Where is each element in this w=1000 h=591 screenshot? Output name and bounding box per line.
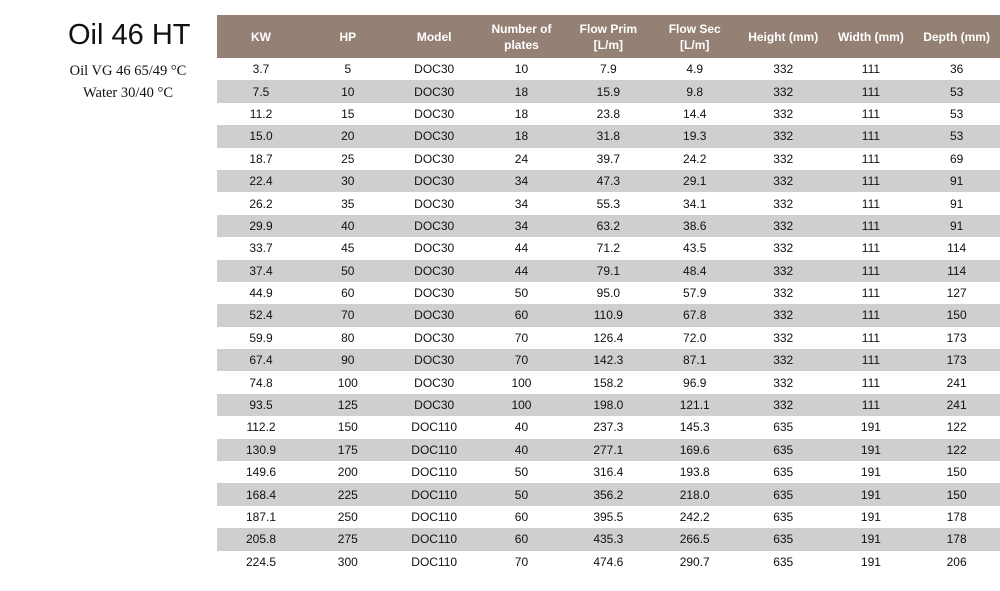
table-cell: 57.9 — [652, 282, 738, 304]
column-header: Width (mm) — [829, 15, 914, 58]
table-cell: DOC110 — [391, 528, 478, 550]
table-cell: 224.5 — [217, 551, 305, 573]
table-cell: 142.3 — [565, 349, 651, 371]
table-cell: 60 — [478, 528, 565, 550]
table-cell: 52.4 — [217, 304, 305, 326]
table-cell: 126.4 — [565, 327, 651, 349]
table-cell: 175 — [305, 439, 391, 461]
table-cell: 50 — [478, 461, 565, 483]
table-cell: 80 — [305, 327, 391, 349]
table-cell: 114 — [913, 260, 1000, 282]
table-cell: 356.2 — [565, 483, 651, 505]
column-header: HP — [305, 15, 391, 58]
table-row — [217, 58, 1000, 80]
table-cell: 149.6 — [217, 461, 305, 483]
column-header: Flow Sec [L/m] — [652, 15, 738, 58]
table-cell: 50 — [478, 282, 565, 304]
table-cell: 332 — [738, 349, 829, 371]
table-cell: 72.0 — [652, 327, 738, 349]
table-cell: 53 — [913, 125, 1000, 147]
table-cell: 205.8 — [217, 528, 305, 550]
table-cell: DOC30 — [391, 148, 478, 170]
table-cell: 635 — [738, 551, 829, 573]
table-body — [217, 58, 1000, 573]
table-cell: DOC110 — [391, 416, 478, 438]
table-cell: 26.2 — [217, 192, 305, 214]
table-cell: 15 — [305, 103, 391, 125]
table-cell: 60 — [478, 304, 565, 326]
table-cell: 67.8 — [652, 304, 738, 326]
table-cell: DOC30 — [391, 304, 478, 326]
table-cell: 33.7 — [217, 237, 305, 259]
table-cell: 34 — [478, 215, 565, 237]
table-cell: 29.1 — [652, 170, 738, 192]
table-cell: 20 — [305, 125, 391, 147]
table-cell: 5 — [305, 58, 391, 80]
table-cell: 100 — [478, 371, 565, 393]
table-cell: 50 — [478, 483, 565, 505]
table-cell: 395.5 — [565, 506, 651, 528]
table-row — [217, 282, 1000, 304]
table-cell: DOC110 — [391, 439, 478, 461]
table-cell: 44 — [478, 237, 565, 259]
table-cell: 3.7 — [217, 58, 305, 80]
table-cell: 70 — [478, 349, 565, 371]
table-row — [217, 528, 1000, 550]
table-cell: DOC30 — [391, 170, 478, 192]
table-cell: 206 — [913, 551, 1000, 573]
column-header: Model — [391, 15, 478, 58]
table-cell: 111 — [829, 237, 914, 259]
table-cell: 130.9 — [217, 439, 305, 461]
table-cell: 18.7 — [217, 148, 305, 170]
table-cell: 332 — [738, 148, 829, 170]
table-cell: 168.4 — [217, 483, 305, 505]
table-cell: 110.9 — [565, 304, 651, 326]
table-cell: DOC30 — [391, 327, 478, 349]
table-cell: 100 — [478, 394, 565, 416]
table-row — [217, 80, 1000, 102]
table-cell: 200 — [305, 461, 391, 483]
table-cell: 114 — [913, 237, 1000, 259]
table-cell: 9.8 — [652, 80, 738, 102]
table-cell: 44.9 — [217, 282, 305, 304]
table-cell: 63.2 — [565, 215, 651, 237]
table-cell: 266.5 — [652, 528, 738, 550]
table-cell: 50 — [305, 260, 391, 282]
table-cell: 25 — [305, 148, 391, 170]
table-cell: DOC30 — [391, 58, 478, 80]
table-cell: 635 — [738, 528, 829, 550]
table-cell: 332 — [738, 80, 829, 102]
table-cell: 332 — [738, 282, 829, 304]
table-cell: 95.0 — [565, 282, 651, 304]
table-cell: 332 — [738, 237, 829, 259]
table-cell: 178 — [913, 528, 1000, 550]
page-title: Oil 46 HT — [68, 19, 191, 51]
table-cell: 191 — [829, 439, 914, 461]
table-cell: 40 — [478, 416, 565, 438]
table-cell: 37.4 — [217, 260, 305, 282]
table-cell: 191 — [829, 483, 914, 505]
table-cell: DOC30 — [391, 80, 478, 102]
table-row — [217, 506, 1000, 528]
table-cell: 60 — [478, 506, 565, 528]
table-cell: 36 — [913, 58, 1000, 80]
table-cell: 332 — [738, 215, 829, 237]
table-row — [217, 483, 1000, 505]
table-cell: 90 — [305, 349, 391, 371]
table-cell: 275 — [305, 528, 391, 550]
table-cell: 93.5 — [217, 394, 305, 416]
column-header: Depth (mm) — [913, 15, 1000, 58]
table-row — [217, 394, 1000, 416]
table-cell: 173 — [913, 327, 1000, 349]
table-cell: 111 — [829, 103, 914, 125]
table-cell: 34.1 — [652, 192, 738, 214]
table-cell: 332 — [738, 260, 829, 282]
table-cell: 435.3 — [565, 528, 651, 550]
table-row — [217, 371, 1000, 393]
table-cell: 87.1 — [652, 349, 738, 371]
table-cell: 67.4 — [217, 349, 305, 371]
table-cell: 96.9 — [652, 371, 738, 393]
table-cell: 173 — [913, 349, 1000, 371]
table-cell: 111 — [829, 371, 914, 393]
table-cell: 10 — [478, 58, 565, 80]
table-cell: 53 — [913, 103, 1000, 125]
table-cell: 40 — [478, 439, 565, 461]
table-cell: 43.5 — [652, 237, 738, 259]
table-row — [217, 327, 1000, 349]
table-cell: 121.1 — [652, 394, 738, 416]
table-cell: 111 — [829, 148, 914, 170]
table-cell: 112.2 — [217, 416, 305, 438]
table-cell: DOC30 — [391, 103, 478, 125]
table-cell: 23.8 — [565, 103, 651, 125]
table-row — [217, 349, 1000, 371]
table-row — [217, 237, 1000, 259]
table-cell: 91 — [913, 215, 1000, 237]
table-header-row — [217, 15, 1000, 58]
table-cell: 55.3 — [565, 192, 651, 214]
table-cell: 150 — [913, 304, 1000, 326]
table-cell: 111 — [829, 260, 914, 282]
table-cell: 18 — [478, 80, 565, 102]
table-cell: 11.2 — [217, 103, 305, 125]
table-cell: DOC30 — [391, 215, 478, 237]
table-cell: 332 — [738, 327, 829, 349]
table-cell: DOC30 — [391, 237, 478, 259]
table-cell: 34 — [478, 170, 565, 192]
table-cell: DOC30 — [391, 282, 478, 304]
subtitle-oil: Oil VG 46 65/49 °C — [69, 63, 187, 79]
table-cell: DOC110 — [391, 461, 478, 483]
table-cell: 38.6 — [652, 215, 738, 237]
table-row — [217, 148, 1000, 170]
table-cell: 48.4 — [652, 260, 738, 282]
table-cell: 29.9 — [217, 215, 305, 237]
table-cell: 111 — [829, 58, 914, 80]
table-cell: 40 — [305, 215, 391, 237]
table-cell: 332 — [738, 125, 829, 147]
column-header: KW — [217, 15, 305, 58]
table-cell: 24 — [478, 148, 565, 170]
table-cell: 191 — [829, 461, 914, 483]
table-cell: 474.6 — [565, 551, 651, 573]
table-cell: 250 — [305, 506, 391, 528]
table-cell: 122 — [913, 416, 1000, 438]
table-cell: 191 — [829, 528, 914, 550]
table-cell: 111 — [829, 80, 914, 102]
table-cell: 198.0 — [565, 394, 651, 416]
table-cell: 15.9 — [565, 80, 651, 102]
table-cell: 111 — [829, 282, 914, 304]
table-cell: 218.0 — [652, 483, 738, 505]
table-cell: 111 — [829, 327, 914, 349]
table-cell: 53 — [913, 80, 1000, 102]
table-cell: 111 — [829, 349, 914, 371]
table-cell: 332 — [738, 371, 829, 393]
table-cell: DOC110 — [391, 551, 478, 573]
table-cell: 18 — [478, 125, 565, 147]
table-cell: 34 — [478, 192, 565, 214]
table-cell: 10 — [305, 80, 391, 102]
table-cell: 332 — [738, 304, 829, 326]
table-cell: 59.9 — [217, 327, 305, 349]
table-cell: 332 — [738, 58, 829, 80]
column-header: Number of plates — [478, 15, 565, 58]
table-cell: 30 — [305, 170, 391, 192]
table-cell: 169.6 — [652, 439, 738, 461]
table-cell: 191 — [829, 506, 914, 528]
table-cell: DOC30 — [391, 192, 478, 214]
table-row — [217, 461, 1000, 483]
table-cell: 31.8 — [565, 125, 651, 147]
table-cell: DOC30 — [391, 349, 478, 371]
table-cell: 316.4 — [565, 461, 651, 483]
table-cell: 241 — [913, 371, 1000, 393]
table-cell: 111 — [829, 394, 914, 416]
table-cell: 47.3 — [565, 170, 651, 192]
table-cell: 125 — [305, 394, 391, 416]
table-cell: 35 — [305, 192, 391, 214]
table-cell: 300 — [305, 551, 391, 573]
table-cell: 122 — [913, 439, 1000, 461]
table-row — [217, 416, 1000, 438]
table-cell: DOC30 — [391, 394, 478, 416]
table-row — [217, 103, 1000, 125]
spec-table — [217, 15, 1000, 573]
table-cell: 4.9 — [652, 58, 738, 80]
table-row — [217, 170, 1000, 192]
table-cell: 332 — [738, 394, 829, 416]
table-cell: 158.2 — [565, 371, 651, 393]
table-cell: DOC110 — [391, 506, 478, 528]
table-cell: 237.3 — [565, 416, 651, 438]
table-row — [217, 439, 1000, 461]
table-cell: 111 — [829, 192, 914, 214]
table-cell: 635 — [738, 506, 829, 528]
table-cell: 45 — [305, 237, 391, 259]
table-cell: 39.7 — [565, 148, 651, 170]
table-cell: DOC30 — [391, 371, 478, 393]
table-cell: 150 — [913, 483, 1000, 505]
table-cell: 15.0 — [217, 125, 305, 147]
table-cell: 79.1 — [565, 260, 651, 282]
table-cell: 127 — [913, 282, 1000, 304]
column-header: Height (mm) — [738, 15, 829, 58]
table-cell: 635 — [738, 439, 829, 461]
table-cell: 71.2 — [565, 237, 651, 259]
table-cell: 332 — [738, 103, 829, 125]
table-cell: 100 — [305, 371, 391, 393]
table-cell: 332 — [738, 170, 829, 192]
table-cell: 191 — [829, 551, 914, 573]
table-cell: 19.3 — [652, 125, 738, 147]
table-cell: 111 — [829, 304, 914, 326]
table-cell: 111 — [829, 125, 914, 147]
table-cell: 44 — [478, 260, 565, 282]
table-cell: 22.4 — [217, 170, 305, 192]
table-cell: 70 — [305, 304, 391, 326]
table-cell: 290.7 — [652, 551, 738, 573]
table-cell: DOC110 — [391, 483, 478, 505]
table-cell: 635 — [738, 483, 829, 505]
table-row — [217, 215, 1000, 237]
table-cell: DOC30 — [391, 125, 478, 147]
table-cell: 91 — [913, 192, 1000, 214]
table-cell: 7.9 — [565, 58, 651, 80]
table-cell: 24.2 — [652, 148, 738, 170]
table-cell: 332 — [738, 192, 829, 214]
table-cell: 111 — [829, 215, 914, 237]
table-cell: 18 — [478, 103, 565, 125]
table-row — [217, 125, 1000, 147]
table-cell: 241 — [913, 394, 1000, 416]
table-cell: 150 — [305, 416, 391, 438]
table-cell: 635 — [738, 461, 829, 483]
subtitle-water: Water 30/40 °C — [82, 85, 173, 101]
table-cell: 70 — [478, 327, 565, 349]
table-cell: 635 — [738, 416, 829, 438]
table-cell: 178 — [913, 506, 1000, 528]
table-cell: 193.8 — [652, 461, 738, 483]
table-cell: 277.1 — [565, 439, 651, 461]
table-cell: DOC30 — [391, 260, 478, 282]
table-cell: 7.5 — [217, 80, 305, 102]
table-cell: 150 — [913, 461, 1000, 483]
table-cell: 187.1 — [217, 506, 305, 528]
table-cell: 145.3 — [652, 416, 738, 438]
table-cell: 242.2 — [652, 506, 738, 528]
table-cell: 69 — [913, 148, 1000, 170]
table-cell: 91 — [913, 170, 1000, 192]
table-cell: 70 — [478, 551, 565, 573]
table-row — [217, 192, 1000, 214]
table-cell: 191 — [829, 416, 914, 438]
table-cell: 111 — [829, 170, 914, 192]
column-header: Flow Prim [L/m] — [565, 15, 651, 58]
table-row — [217, 304, 1000, 326]
table-cell: 60 — [305, 282, 391, 304]
table-row — [217, 551, 1000, 573]
table-cell: 14.4 — [652, 103, 738, 125]
table-row — [217, 260, 1000, 282]
table-cell: 225 — [305, 483, 391, 505]
table-cell: 74.8 — [217, 371, 305, 393]
